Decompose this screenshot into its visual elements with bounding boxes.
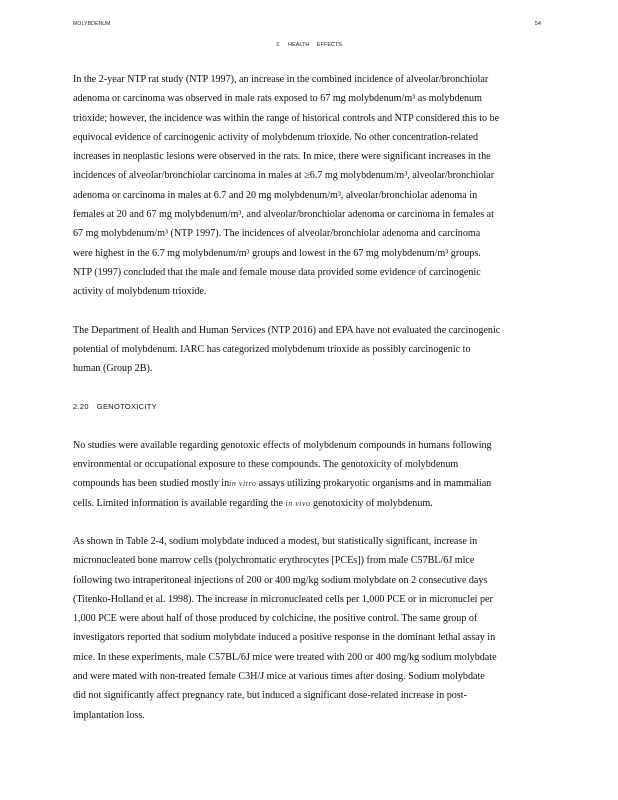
text-line: human (Group 2B). xyxy=(73,363,153,375)
text-line: potential of molybdenum. IARC has categorized molybdenum trioxide as possibly carcinogenic to xyxy=(73,343,471,355)
running-header-document-name: MOLYBDENUM xyxy=(73,21,111,27)
text-line: As shown in Table 2-4, sodium molybdate induced a modest, but statistically significant, increase in xyxy=(73,535,478,547)
text-line: activity of molybdenum trioxide. xyxy=(73,286,207,298)
term-in-vivo: in vivo xyxy=(285,498,311,508)
section-number: 2.20 xyxy=(73,402,89,412)
page-body xyxy=(73,70,563,725)
paragraph-carcinogen-classification xyxy=(73,321,563,379)
text-line: females at 20 and 67 mg molybdenum/m³, and alveolar/bronchiolar adenoma or carcinoma in females at xyxy=(73,209,494,221)
paragraph-sodium-molybdate-results xyxy=(73,532,563,725)
text-line: increases in neoplastic lesions were observed in the rats. In mice, there were significant increases in the xyxy=(73,151,491,163)
text-run: cells. Limited information is available regarding the xyxy=(73,497,286,509)
text-line: and were mated with non-treated female C3H/J mice at various times after dosing. Sodium molybdate xyxy=(73,671,485,683)
text-line: implantation loss. xyxy=(73,709,145,721)
section-heading-genotoxicity xyxy=(73,397,563,416)
paragraph-spacer xyxy=(73,513,563,532)
text-line: equivocal evidence of carcinogenic activity of molybdenum trioxide. No other concentration-related xyxy=(73,131,478,143)
text-line xyxy=(73,474,563,493)
text-line: investigators reported that sodium molybdate induced a positive response in the dominant lethal assay in xyxy=(73,632,496,644)
text-line: The Department of Health and Human Services (NTP 2016) and EPA have not evaluated the carcinogenic xyxy=(73,324,501,336)
text-line: 67 mg molybdenum/m³ (NTP 1997). The incidences of alveolar/bronchiolar adenoma and carcinoma xyxy=(73,228,481,240)
text-line: No studies were available regarding genotoxic effects of molybdenum compounds in humans following xyxy=(73,439,492,451)
text-line: trioxide; however, the incidence was within the range of historical controls and NTP considered this to be xyxy=(73,112,500,124)
text-line: 1,000 PCE were about half of those produced by colchicine, the positive control. The same group of xyxy=(73,613,478,625)
section-title: GENOTOXICITY xyxy=(96,402,157,412)
paragraph-spacer xyxy=(73,378,563,397)
text-line: micronucleated bone marrow cells (polychromatic erythrocytes [PCEs]) from male C57BL/6J mice xyxy=(73,555,475,567)
paragraph-spacer xyxy=(73,302,563,321)
text-line: NTP (1997) concluded that the male and female mouse data provided some evidence of carcinogenic xyxy=(73,266,481,278)
text-line xyxy=(73,494,563,513)
running-header-chapter: 2. HEALTH EFFECTS xyxy=(276,42,342,48)
text-line: did not significantly affect pregnancy rate, but induced a significant dose-related increase in post- xyxy=(73,690,467,702)
text-line: adenoma or carcinoma was observed in male rats exposed to 67 mg molybdenum/m³ as molybdenum xyxy=(73,93,482,105)
text-run: assays utilizing prokaryotic organisms and in mammalian xyxy=(256,478,492,490)
paragraph-genotoxicity-overview xyxy=(73,436,563,513)
text-line: incidences of alveolar/bronchiolar carcinoma in males at ≥6.7 mg molybdenum/m³, alveolar/bronchiolar xyxy=(73,170,495,182)
text-line: mice. In these experiments, male C57BL/6J mice were treated with 200 or 400 mg/kg sodium molybdate xyxy=(73,651,497,663)
paragraph-rat-mouse-study xyxy=(73,70,563,302)
text-run: genotoxicity of molybdenum. xyxy=(310,497,433,509)
text-line: adenoma or carcinoma in males at 6.7 and 20 mg molybdenum/m³, alveolar/bronchiolar adenoma in xyxy=(73,189,478,201)
term-in-vitro: in vitro xyxy=(229,479,257,489)
text-run: compounds has been studied mostly in xyxy=(73,478,230,490)
text-line: In the 2-year NTP rat study (NTP 1997), an increase in the combined incidence of alveolar/bronchiolar xyxy=(73,74,489,85)
text-line: were highest in the 6.7 mg molybdenum/m³ groups and lowest in the 67 mg molybdenum/m³ groups. xyxy=(73,247,481,259)
page-number: 54 xyxy=(534,21,541,27)
text-line: (Titenko-Holland et al. 1998). The increase in micronucleated cells per 1,000 PCE or in micronuclei per xyxy=(73,593,493,605)
text-line: environmental or occupational exposure to these compounds. The genotoxicity of molybdenum xyxy=(73,459,459,471)
paragraph-spacer xyxy=(73,417,563,436)
text-line: following two intraperitoneal injections of 200 or 400 mg/kg sodium molybdate on 2 consecutive days xyxy=(73,574,488,586)
